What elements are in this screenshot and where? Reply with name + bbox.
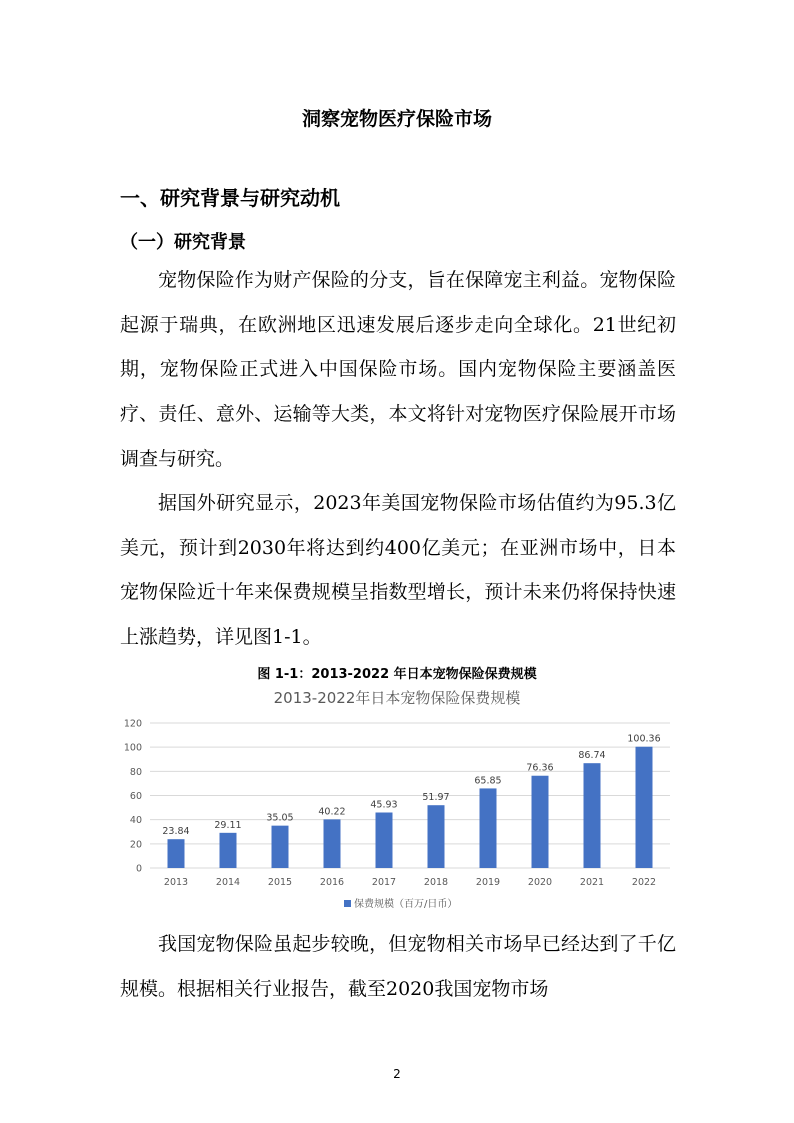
bar bbox=[584, 763, 601, 868]
bar bbox=[636, 747, 653, 868]
data-label: 86.74 bbox=[578, 750, 606, 762]
chart-title: 2013-2022年日本宠物保险保费规模 bbox=[273, 689, 521, 707]
x-tick-label: 2016 bbox=[319, 877, 345, 888]
x-tick-label: 2017 bbox=[371, 877, 397, 888]
data-label: 51.97 bbox=[422, 792, 450, 804]
x-tick-label: 2018 bbox=[423, 877, 449, 888]
data-label: 35.05 bbox=[266, 812, 294, 824]
bar bbox=[168, 839, 185, 868]
data-label: 76.36 bbox=[526, 762, 554, 774]
bar bbox=[532, 776, 549, 868]
chart-legend bbox=[344, 897, 457, 910]
x-tick-label: 2015 bbox=[267, 877, 293, 888]
bar bbox=[272, 826, 289, 868]
data-label: 45.93 bbox=[370, 799, 398, 811]
y-tick-label: 80 bbox=[129, 766, 142, 778]
x-tick-label: 2013 bbox=[163, 877, 189, 888]
y-tick-label: 40 bbox=[129, 815, 142, 827]
chart-bars bbox=[162, 734, 660, 868]
bar bbox=[324, 819, 341, 868]
paragraph-1: 宠物保险作为财产保险的分支，旨在保障宠主利益。宠物保险起源于瑞典，在欧洲地区迅速发展后逐步走向全球化。21世纪初期，宠物保险正式进入中国保险市场。国内宠物保险主要涵盖医疗、责任、意外、运输等大类，本文将针对宠物医疗保险展开市场调查与研究。 bbox=[120, 269, 676, 470]
data-label: 65.85 bbox=[474, 775, 502, 787]
x-tick-label: 2020 bbox=[527, 877, 553, 888]
x-tick-label: 2022 bbox=[631, 877, 657, 888]
x-tick-label: 2014 bbox=[215, 877, 241, 888]
x-tick-label: 2019 bbox=[475, 877, 501, 888]
page-title: 洞察宠物医疗保险市场 bbox=[301, 108, 492, 130]
data-label: 23.84 bbox=[162, 826, 190, 838]
y-tick-label: 20 bbox=[129, 839, 142, 851]
y-tick-label: 120 bbox=[123, 718, 142, 730]
legend-label: 保费规模（百万/日币） bbox=[354, 899, 458, 910]
paragraph-3: 我国宠物保险虽起步较晚，但宠物相关市场早已经达到了千亿规模。根据相关行业报告，截至2020我国宠物市场 bbox=[120, 933, 676, 1000]
bar bbox=[220, 833, 237, 868]
page-number: 2 bbox=[393, 1067, 401, 1081]
bar-chart bbox=[114, 680, 680, 918]
data-label: 29.11 bbox=[214, 819, 242, 831]
chart-y-axis bbox=[124, 719, 142, 875]
section-heading: 一、研究背景与研究动机 bbox=[120, 186, 340, 210]
data-label: 40.22 bbox=[318, 806, 346, 818]
chart-x-axis bbox=[164, 877, 656, 888]
x-tick-label: 2021 bbox=[579, 877, 605, 888]
subsection-heading: （一）研究背景 bbox=[120, 232, 246, 253]
data-label: 100.36 bbox=[627, 733, 661, 745]
y-tick-label: 100 bbox=[123, 742, 142, 754]
paragraph-2: 据国外研究显示，2023年美国宠物保险市场估值约为95.3亿美元，预计到2030年将达到约400亿美元；在亚洲市场中，日本宠物保险近十年来保费规模呈指数型增长，预计未来仍将保持快速上涨趋势，详见图1-1。 bbox=[120, 492, 676, 649]
bar bbox=[480, 788, 497, 868]
y-tick-label: 60 bbox=[129, 791, 142, 802]
figure-caption: 图 1-1：2013-2022 年日本宠物保险保费规模 bbox=[257, 667, 537, 682]
legend-swatch bbox=[344, 900, 351, 907]
y-tick-label: 0 bbox=[135, 863, 142, 875]
bar bbox=[428, 805, 445, 868]
bar bbox=[376, 813, 393, 868]
